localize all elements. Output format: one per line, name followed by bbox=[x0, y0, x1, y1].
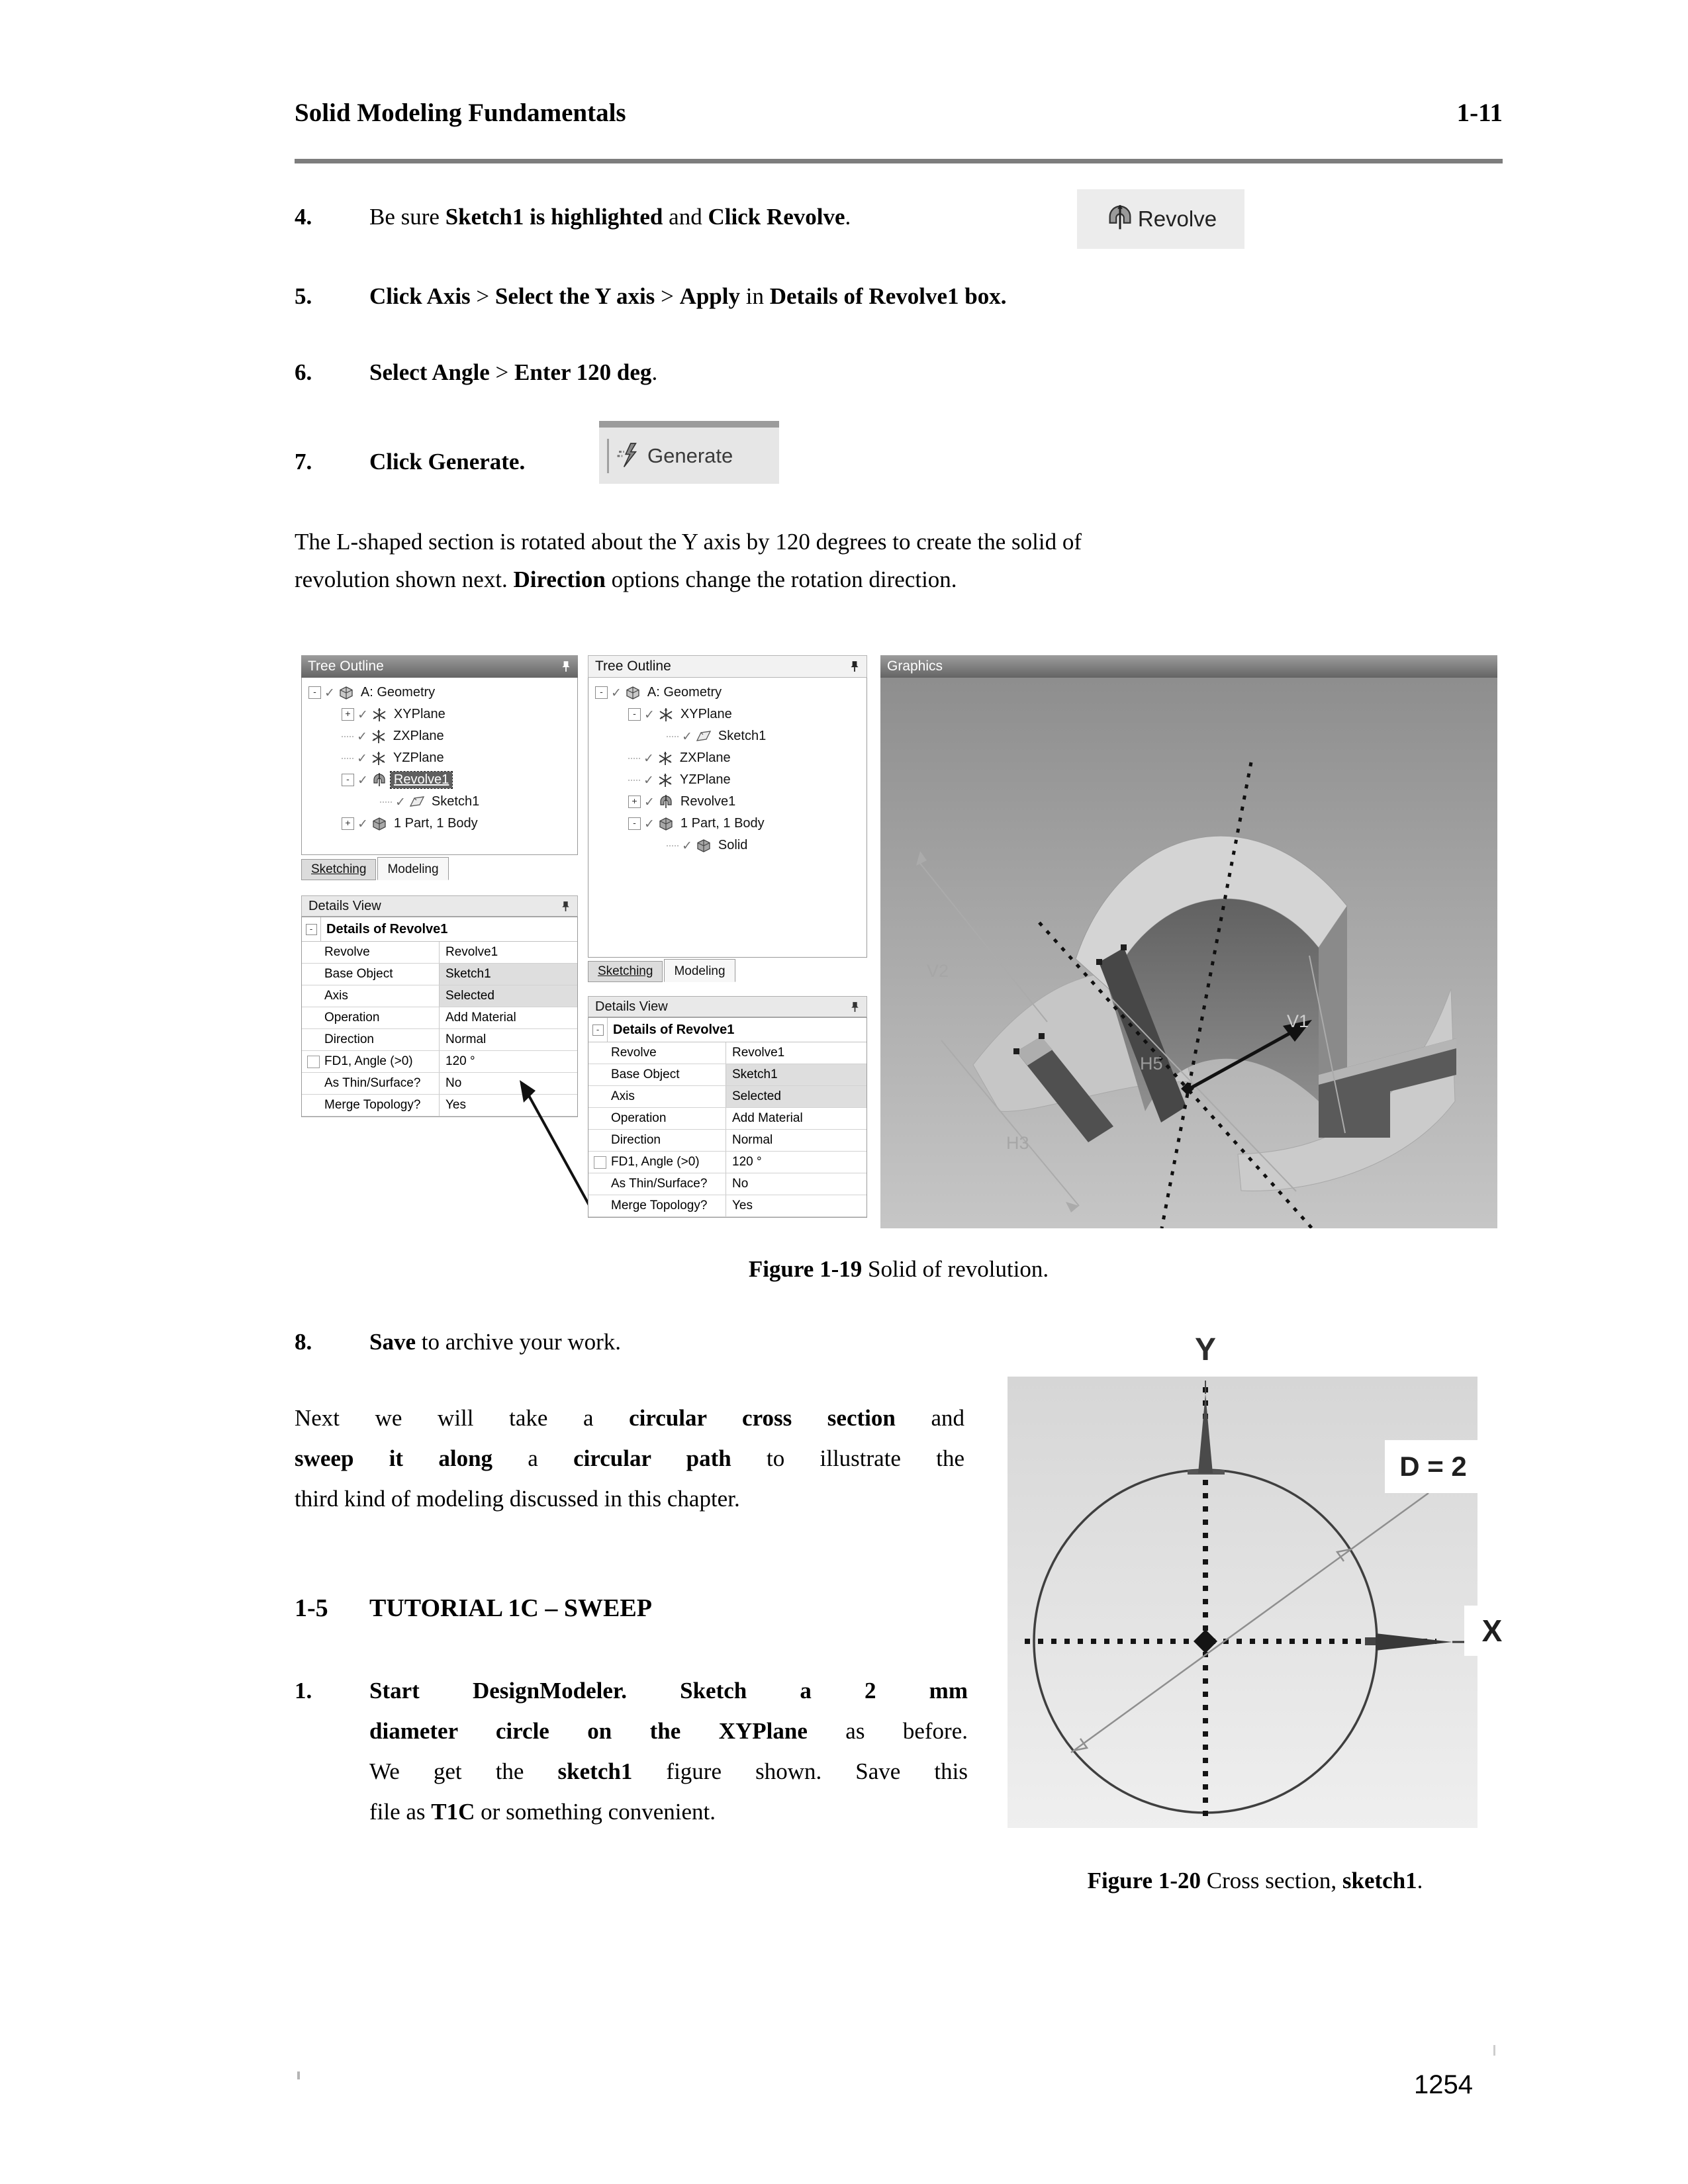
text: options change the rotation direction. bbox=[605, 567, 957, 592]
bold-text: Figure 1-19 bbox=[748, 1256, 863, 1282]
tree-item-label: A: Geometry bbox=[647, 685, 722, 700]
tree-item-xyplane[interactable] bbox=[302, 704, 577, 725]
tree-outline-panel-header bbox=[588, 655, 867, 678]
toolbar-separator bbox=[607, 439, 609, 473]
diameter-dimension-label: D = 2 bbox=[1385, 1440, 1481, 1493]
dim-label-v1: V1 bbox=[1287, 1011, 1309, 1031]
tree-item-zxplane[interactable] bbox=[302, 725, 577, 747]
step-text bbox=[369, 283, 1503, 310]
figure-1-20 bbox=[1008, 1332, 1503, 1828]
bold-text: T1C bbox=[431, 1799, 475, 1825]
checkmark-icon: ✓ bbox=[682, 729, 692, 744]
bold-text: Figure 1-20 bbox=[1087, 1868, 1201, 1893]
tab-modeling[interactable]: Modeling bbox=[377, 857, 448, 880]
tree-item-label: 1 Part, 1 Body bbox=[393, 816, 478, 831]
bold-text: Click Revolve bbox=[708, 204, 845, 230]
details-row-as-thin-surface- bbox=[588, 1173, 867, 1195]
step-text-line bbox=[369, 1792, 968, 1832]
details-row-direction bbox=[588, 1130, 867, 1152]
step-8 bbox=[295, 1329, 1089, 1355]
part-icon bbox=[658, 816, 674, 832]
checkmark-icon: ✓ bbox=[643, 751, 654, 766]
pin-icon[interactable] bbox=[850, 1001, 860, 1013]
paragraph-line bbox=[295, 1398, 964, 1438]
bold-text: Start DesignModeler. Sketch a 2 mm bbox=[369, 1678, 968, 1704]
graphics-title: Graphics bbox=[887, 659, 943, 674]
tree-connector bbox=[380, 801, 392, 803]
collapse-icon[interactable]: - bbox=[308, 686, 321, 699]
property-value[interactable]: Add Material bbox=[732, 1111, 803, 1125]
tree-item-yzplane[interactable] bbox=[302, 747, 577, 769]
bold-text: Sketch1 is highlighted bbox=[445, 204, 663, 230]
step-7 bbox=[295, 449, 890, 475]
details-row-base-object bbox=[302, 964, 577, 985]
tree-item-revolve1[interactable] bbox=[588, 791, 867, 813]
text: to illustrate the bbox=[731, 1445, 964, 1471]
property-value[interactable]: Yes bbox=[732, 1199, 753, 1212]
paragraph-line bbox=[295, 561, 1503, 598]
details-row-revolve bbox=[302, 942, 577, 964]
bold-text: sketch1 bbox=[1342, 1868, 1417, 1893]
property-value[interactable]: Revolve1 bbox=[445, 945, 498, 959]
property-label: Operation bbox=[324, 1011, 380, 1024]
revolve-icon bbox=[371, 772, 387, 788]
expand-icon[interactable]: + bbox=[628, 796, 641, 808]
checkmark-icon: ✓ bbox=[644, 794, 655, 809]
solid-icon bbox=[696, 838, 712, 854]
tree-item-a-geometry[interactable] bbox=[302, 682, 577, 704]
bold-text: diameter circle on the XYPlane bbox=[369, 1718, 808, 1744]
tree-item-1-part-1-body[interactable] bbox=[588, 813, 867, 835]
x-axis-label: X bbox=[1464, 1606, 1520, 1656]
tree-item-revolve1[interactable] bbox=[302, 769, 577, 791]
revolve-icon bbox=[658, 794, 674, 810]
property-value[interactable]: Revolve1 bbox=[732, 1046, 785, 1060]
lightning-icon bbox=[616, 441, 641, 471]
text: . bbox=[651, 359, 658, 385]
scan-artifact bbox=[297, 2071, 300, 2079]
text: to archive your work. bbox=[416, 1329, 622, 1355]
solid-of-revolution-render bbox=[880, 678, 1497, 1228]
text: as before. bbox=[807, 1718, 968, 1744]
property-label: Direction bbox=[611, 1133, 661, 1147]
property-label: FD1, Angle (>0) bbox=[611, 1155, 700, 1169]
property-label: Base Object bbox=[324, 967, 393, 981]
plane-icon bbox=[658, 707, 674, 723]
step-text-line bbox=[369, 1751, 968, 1792]
details-view-panel-header bbox=[301, 895, 578, 917]
details-row-operation bbox=[302, 1007, 577, 1029]
checkmark-icon: ✓ bbox=[611, 685, 622, 700]
text: a bbox=[492, 1445, 574, 1471]
generate-button-label: Generate bbox=[647, 443, 733, 467]
checkmark-icon: ✓ bbox=[357, 707, 368, 722]
tree-item-label: YZPlane bbox=[679, 772, 731, 787]
sketch-icon bbox=[409, 794, 425, 810]
details-row-fd1-angle-0- bbox=[302, 1051, 577, 1073]
bold-text: Enter 120 deg bbox=[514, 359, 652, 385]
text: or something convenient. bbox=[475, 1799, 716, 1825]
plane-icon bbox=[371, 751, 387, 766]
bold-text: Direction bbox=[513, 567, 606, 592]
tree-outline-panel-header bbox=[301, 655, 578, 678]
plane-icon bbox=[371, 729, 387, 745]
text: We get the bbox=[369, 1758, 558, 1784]
tab-modeling[interactable]: Modeling bbox=[664, 959, 735, 982]
graphics-viewport[interactable] bbox=[880, 678, 1497, 1228]
details-row-direction bbox=[302, 1029, 577, 1051]
collapse-icon[interactable]: - bbox=[592, 1024, 604, 1036]
text: and bbox=[895, 1405, 964, 1431]
tree-item-label: Revolve1 bbox=[680, 794, 736, 809]
property-label: Revolve bbox=[324, 945, 370, 959]
property-value[interactable]: 120 ° bbox=[445, 1054, 475, 1068]
tree-item-label: A: Geometry bbox=[360, 685, 436, 700]
collapse-icon[interactable]: - bbox=[342, 774, 354, 786]
property-label: FD1, Angle (>0) bbox=[324, 1054, 413, 1068]
tree-item-xyplane[interactable] bbox=[588, 704, 867, 725]
bold-text: Apply bbox=[679, 283, 740, 309]
figure-1-20-caption bbox=[1006, 1868, 1504, 1894]
expand-icon[interactable]: + bbox=[342, 708, 354, 721]
text: > bbox=[470, 283, 495, 309]
checkmark-icon: ✓ bbox=[357, 751, 367, 766]
details-row-operation bbox=[588, 1108, 867, 1130]
tree-outline-title: Tree Outline bbox=[308, 659, 384, 674]
step-5 bbox=[295, 283, 1503, 310]
step-text bbox=[369, 204, 1089, 230]
collapse-icon[interactable]: - bbox=[306, 924, 317, 935]
details-view-title: Details View bbox=[595, 999, 668, 1014]
text: > bbox=[489, 359, 515, 385]
text: figure shown. Save this bbox=[632, 1758, 968, 1784]
paragraph-sweep-intro bbox=[295, 1398, 964, 1519]
bold-text: circular path bbox=[573, 1445, 731, 1471]
tree-connector bbox=[342, 758, 353, 759]
running-header-title: Solid Modeling Fundamentals bbox=[295, 99, 626, 127]
details-row-axis bbox=[588, 1086, 867, 1108]
step-number: 7. bbox=[295, 449, 312, 475]
step-6 bbox=[295, 359, 1503, 386]
details-row-revolve bbox=[588, 1042, 867, 1064]
details-table-header bbox=[302, 917, 577, 942]
section-number: 1-5 bbox=[295, 1594, 328, 1622]
property-value[interactable]: No bbox=[732, 1177, 749, 1191]
tree-item-sketch1[interactable] bbox=[588, 725, 867, 747]
tree-item-1-part-1-body[interactable] bbox=[302, 813, 577, 835]
details-table-title: Details of Revolve1 bbox=[326, 921, 448, 936]
property-value[interactable]: Yes bbox=[445, 1098, 466, 1112]
tree-connector bbox=[342, 736, 353, 737]
property-value[interactable]: Add Material bbox=[445, 1011, 516, 1024]
collapse-icon[interactable]: - bbox=[628, 817, 641, 830]
tree-item-label: ZXPlane bbox=[679, 751, 731, 765]
tree-item-solid[interactable] bbox=[588, 835, 867, 856]
dim-label-h5: H5 bbox=[1140, 1054, 1163, 1073]
header-rule bbox=[295, 159, 1503, 163]
details-view-panel-header bbox=[588, 996, 867, 1017]
annotation-arrow bbox=[513, 1079, 599, 1218]
checkmark-icon: ✓ bbox=[324, 685, 335, 700]
tree-item-zxplane[interactable] bbox=[588, 747, 867, 769]
tree-item-label: ZXPlane bbox=[393, 729, 444, 743]
step-text bbox=[369, 359, 1503, 386]
bold-text: Select Angle bbox=[369, 359, 490, 385]
tree-outline bbox=[301, 678, 578, 855]
part-icon bbox=[371, 816, 387, 832]
tree-item-label: Sketch1 bbox=[718, 729, 767, 743]
pin-icon[interactable] bbox=[561, 901, 571, 912]
graphics-panel-header bbox=[880, 655, 1497, 678]
text: . bbox=[845, 204, 851, 230]
collapse-icon[interactable]: - bbox=[595, 686, 608, 699]
tree-connector bbox=[628, 780, 640, 781]
tree-item-yzplane[interactable] bbox=[588, 769, 867, 791]
section-title: TUTORIAL 1C – SWEEP bbox=[369, 1594, 652, 1622]
toolbar-edge bbox=[599, 421, 779, 428]
property-label: Axis bbox=[324, 989, 348, 1003]
step-number: 1. bbox=[295, 1678, 312, 1704]
collapse-icon[interactable]: - bbox=[628, 708, 641, 721]
details-row-fd1-angle-0- bbox=[588, 1152, 867, 1173]
pin-icon[interactable] bbox=[849, 660, 860, 672]
tree-item-label: XYPlane bbox=[680, 707, 732, 721]
tree-item-label: Revolve1 bbox=[391, 772, 452, 788]
revolve-icon bbox=[1105, 204, 1135, 234]
checkmark-icon: ✓ bbox=[682, 838, 692, 853]
step-number: 5. bbox=[295, 283, 312, 309]
dim-label-h3: H3 bbox=[1006, 1133, 1029, 1153]
tree-connector bbox=[628, 758, 640, 759]
text: . bbox=[1417, 1868, 1423, 1893]
property-label: Revolve bbox=[611, 1046, 657, 1060]
details-view-title: Details View bbox=[308, 898, 381, 913]
checkmark-icon: ✓ bbox=[357, 729, 367, 744]
geometry-icon bbox=[338, 685, 354, 701]
property-value[interactable]: Selected bbox=[440, 985, 577, 1007]
pin-icon[interactable] bbox=[561, 660, 571, 672]
revolve-button[interactable] bbox=[1077, 189, 1244, 249]
paragraph-line bbox=[295, 1479, 964, 1519]
checkmark-icon: ✓ bbox=[644, 707, 655, 722]
tab-sketching[interactable]: Sketching bbox=[301, 859, 376, 880]
figure-1-19-caption bbox=[295, 1256, 1503, 1283]
tree-outline bbox=[588, 678, 867, 958]
revolve-button-label: Revolve bbox=[1137, 206, 1217, 231]
bold-text: Select the Y axis bbox=[494, 283, 655, 309]
details-table-title: Details of Revolve1 bbox=[613, 1022, 735, 1037]
text: Next we will take a bbox=[295, 1405, 630, 1431]
tree-connector bbox=[667, 736, 679, 737]
details-row-axis bbox=[302, 985, 577, 1007]
text: > bbox=[655, 283, 680, 309]
bold-text: sketch1 bbox=[557, 1758, 633, 1784]
checkmark-icon: ✓ bbox=[395, 794, 406, 809]
paragraph-line bbox=[295, 1438, 964, 1479]
property-value[interactable]: Sketch1 bbox=[440, 964, 577, 985]
tree-item-label: 1 Part, 1 Body bbox=[680, 816, 765, 831]
mode-tabs bbox=[588, 959, 735, 982]
text: in bbox=[740, 283, 770, 309]
property-label: Axis bbox=[611, 1089, 635, 1103]
scan-artifact bbox=[1493, 2045, 1495, 2056]
text: and bbox=[663, 204, 708, 230]
property-label: Merge Topology? bbox=[324, 1098, 421, 1112]
tree-item-label: Solid bbox=[718, 838, 748, 852]
details-row-base-object bbox=[588, 1064, 867, 1086]
bold-text: Save bbox=[369, 1329, 416, 1355]
property-label: Direction bbox=[324, 1032, 374, 1046]
plane-icon bbox=[657, 751, 673, 766]
text: file as bbox=[369, 1799, 432, 1825]
step-4 bbox=[295, 204, 1089, 230]
tree-item-sketch1[interactable] bbox=[302, 791, 577, 813]
bold-text: Click Axis bbox=[369, 283, 471, 309]
step-text bbox=[369, 1329, 1089, 1355]
bold-text: Details of Revolve1 box. bbox=[769, 283, 1007, 309]
step-number: 4. bbox=[295, 204, 312, 230]
text: Solid of revolution. bbox=[862, 1256, 1049, 1282]
plane-icon bbox=[657, 772, 673, 788]
step-1 bbox=[295, 1670, 968, 1832]
details-row-merge-topology- bbox=[588, 1195, 867, 1217]
property-value[interactable]: No bbox=[445, 1076, 462, 1090]
step-number: 8. bbox=[295, 1329, 312, 1355]
checkmark-icon: ✓ bbox=[643, 772, 654, 788]
generate-button[interactable] bbox=[599, 421, 779, 484]
tab-sketching[interactable]: Sketching bbox=[588, 961, 663, 982]
property-label: Base Object bbox=[611, 1068, 680, 1081]
bold-text: Click Generate. bbox=[369, 449, 526, 475]
property-label: Operation bbox=[611, 1111, 667, 1125]
text: The L-shaped section is rotated about the Y axis by 120 degrees to create the solid of bbox=[295, 529, 1082, 555]
property-value[interactable]: Selected bbox=[726, 1086, 867, 1107]
details-of-revolve1-table bbox=[588, 1017, 867, 1218]
text: Be sure bbox=[369, 204, 445, 230]
tree-outline-title: Tree Outline bbox=[595, 659, 671, 674]
property-label: As Thin/Surface? bbox=[611, 1177, 708, 1191]
figure-1-19 bbox=[295, 645, 1503, 1231]
running-header-page: 1-11 bbox=[1456, 99, 1503, 127]
tree-item-label: Sketch1 bbox=[431, 794, 480, 809]
checkmark-icon: ✓ bbox=[357, 772, 368, 788]
text: third kind of modeling discussed in this chapter. bbox=[295, 1486, 740, 1512]
plane-icon bbox=[371, 707, 387, 723]
tree-item-label: YZPlane bbox=[393, 751, 444, 765]
checkmark-icon: ✓ bbox=[644, 816, 655, 831]
bold-text: sweep it along bbox=[295, 1445, 493, 1471]
checkmark-icon: ✓ bbox=[357, 816, 368, 831]
details-table-header bbox=[588, 1018, 867, 1042]
bold-text: circular cross section bbox=[629, 1405, 896, 1431]
sketch-icon bbox=[696, 729, 712, 745]
checkbox[interactable] bbox=[594, 1156, 606, 1169]
tree-connector bbox=[667, 845, 679, 846]
expand-icon[interactable]: + bbox=[342, 817, 354, 830]
step-text-line bbox=[369, 1711, 968, 1751]
y-axis-label: Y bbox=[1194, 1332, 1216, 1367]
property-value[interactable]: Normal bbox=[445, 1032, 487, 1046]
text: Cross section, bbox=[1201, 1868, 1342, 1893]
text: revolution shown next. bbox=[295, 567, 514, 592]
tree-item-label: XYPlane bbox=[393, 707, 445, 721]
page-number: 1254 bbox=[1414, 2070, 1473, 2099]
property-value[interactable]: 120 ° bbox=[732, 1155, 762, 1169]
section-heading bbox=[295, 1594, 652, 1623]
checkbox[interactable] bbox=[307, 1056, 320, 1068]
property-label: Merge Topology? bbox=[611, 1199, 708, 1212]
paragraph-line bbox=[295, 523, 1503, 561]
property-value[interactable]: Sketch1 bbox=[726, 1064, 867, 1085]
geometry-icon bbox=[625, 685, 641, 701]
property-label: As Thin/Surface? bbox=[324, 1076, 421, 1090]
dim-label-v2: V2 bbox=[927, 961, 949, 981]
step-text-line bbox=[369, 1670, 968, 1711]
mode-tabs bbox=[301, 857, 449, 880]
tree-item-a-geometry[interactable] bbox=[588, 682, 867, 704]
paragraph-revolution bbox=[295, 523, 1503, 598]
step-number: 6. bbox=[295, 359, 312, 385]
property-value[interactable]: Normal bbox=[732, 1133, 773, 1147]
